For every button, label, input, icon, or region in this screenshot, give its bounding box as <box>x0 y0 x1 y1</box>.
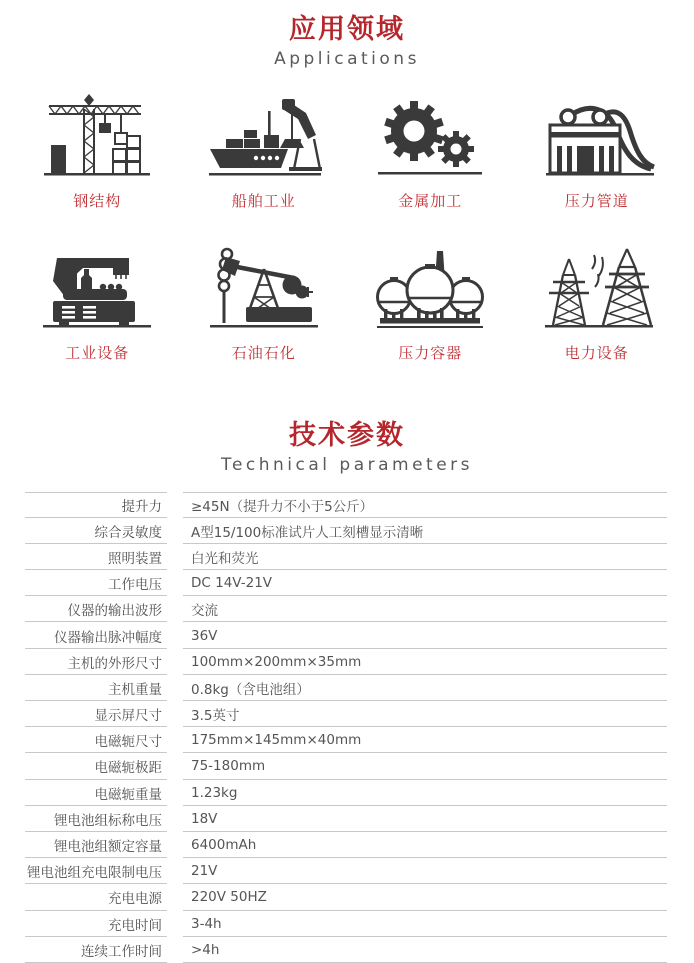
applications-title: 应用领域 <box>289 14 405 45</box>
spec-value: 白光和荧光 <box>191 550 259 567</box>
spec-row <box>0 832 694 858</box>
spec-value: 交流 <box>191 603 218 620</box>
spec-row <box>0 701 694 727</box>
spec-column-gap <box>170 858 183 884</box>
spec-label: 锂电池组标称电压 <box>54 812 162 829</box>
spec-label: 仪器输出脉冲幅度 <box>54 629 162 646</box>
spec-value: ≥45N（提升力不小于5公斤） <box>191 498 374 515</box>
spec-label: 锂电池组额定容量 <box>54 839 162 856</box>
spec-label: 连续工作时间 <box>81 943 162 960</box>
power-towers-icon <box>534 245 660 333</box>
app-item-pressure-vessel <box>347 245 514 363</box>
applications-section <box>0 13 694 363</box>
spec-label: 综合灵敏度 <box>94 524 162 541</box>
spec-value: 100mm×200mm×35mm <box>191 653 362 670</box>
spec-label: 充电时间 <box>108 917 162 934</box>
technical-parameters-section <box>0 419 694 963</box>
spec-column-gap <box>170 492 183 518</box>
spec-label: 充电电源 <box>108 891 162 908</box>
app-label: 钢结构 <box>73 191 122 210</box>
spec-row <box>0 780 694 806</box>
spec-label: 锂电池组充电限制电压 <box>27 865 162 882</box>
applications-grid <box>14 93 680 363</box>
spec-column-gap <box>170 544 183 570</box>
spec-row <box>0 884 694 910</box>
spec-column-gap <box>170 806 183 832</box>
spec-table <box>0 492 694 963</box>
spec-label: 仪器的输出波形 <box>67 603 162 620</box>
spec-value: 220V 50HZ <box>191 889 267 906</box>
spec-column-gap <box>170 622 183 648</box>
parameters-subtitle: Technical parameters <box>220 454 474 475</box>
spec-row <box>0 649 694 675</box>
spec-row <box>0 596 694 622</box>
spec-value: DC 14V-21V <box>191 575 273 592</box>
spec-value: 0.8kg（含电池组） <box>191 681 310 698</box>
spec-column-gap <box>170 780 183 806</box>
spec-label: 照明装置 <box>108 550 162 567</box>
spec-row <box>0 858 694 884</box>
spec-value: A型15/100标准试片人工刻槽显示清晰 <box>191 524 424 541</box>
spec-value: 3-4h <box>191 915 222 932</box>
app-item-steel-structure <box>14 93 181 211</box>
spec-column-gap <box>170 570 183 596</box>
spec-column-gap <box>170 911 183 937</box>
spec-column-gap <box>170 937 183 963</box>
spec-value: 18V <box>191 810 218 827</box>
spec-column-gap <box>170 518 183 544</box>
spec-column-gap <box>170 753 183 779</box>
spec-row <box>0 911 694 937</box>
ship-crane-icon <box>201 93 327 181</box>
app-label: 压力管道 <box>564 191 629 210</box>
app-label: 石油石化 <box>231 343 296 362</box>
app-item-petrochemical <box>181 245 348 363</box>
spec-label: 主机的外形尺寸 <box>67 655 162 672</box>
spec-label: 工作电压 <box>108 577 162 594</box>
spec-value: 21V <box>191 863 218 880</box>
spec-column-gap <box>170 832 183 858</box>
spec-column-gap <box>170 727 183 753</box>
spec-row <box>0 544 694 570</box>
spec-value: 1.23kg <box>191 784 238 801</box>
tower-crane-icon <box>34 93 160 181</box>
spec-value: 36V <box>191 627 218 644</box>
app-item-pressure-pipeline <box>514 93 681 211</box>
spec-row <box>0 806 694 832</box>
spec-row <box>0 492 694 518</box>
pipeline-station-icon <box>534 93 660 181</box>
industrial-machine-icon <box>34 245 160 333</box>
spec-column-gap <box>170 701 183 727</box>
spec-value: 6400mAh <box>191 837 257 854</box>
app-label: 压力容器 <box>398 343 463 362</box>
spec-label: 电磁轭尺寸 <box>94 734 162 751</box>
app-label: 船舶工业 <box>231 191 296 210</box>
spec-label: 主机重量 <box>108 681 162 698</box>
oil-pump-icon <box>201 245 327 333</box>
spec-row <box>0 570 694 596</box>
spec-row <box>0 622 694 648</box>
app-label: 工业设备 <box>65 343 130 362</box>
spec-value: 3.5英寸 <box>191 708 240 725</box>
spec-column-gap <box>170 884 183 910</box>
parameters-title: 技术参数 <box>289 419 405 451</box>
spec-row <box>0 675 694 701</box>
app-item-industrial-equipment <box>14 245 181 363</box>
app-item-metal-processing <box>347 93 514 211</box>
applications-subtitle: Applications <box>274 48 420 69</box>
app-label: 电力设备 <box>564 343 629 362</box>
spec-row <box>0 753 694 779</box>
spec-value: >4h <box>191 941 220 958</box>
spec-value: 175mm×145mm×40mm <box>191 732 362 749</box>
spec-row <box>0 937 694 963</box>
spec-label: 电磁轭极距 <box>94 760 162 777</box>
spec-row <box>0 727 694 753</box>
spec-column-gap <box>170 596 183 622</box>
spec-value: 75-180mm <box>191 758 266 775</box>
app-label: 金属加工 <box>398 191 463 210</box>
spec-row <box>0 518 694 544</box>
app-item-electric-power <box>514 245 681 363</box>
spec-label: 显示屏尺寸 <box>94 708 162 725</box>
spec-column-gap <box>170 649 183 675</box>
pressure-tanks-icon <box>367 245 493 333</box>
spec-label: 电磁轭重量 <box>94 786 162 803</box>
app-item-shipbuilding <box>181 93 348 211</box>
gears-icon <box>367 93 493 181</box>
spec-column-gap <box>170 675 183 701</box>
spec-label: 提升力 <box>121 498 162 515</box>
